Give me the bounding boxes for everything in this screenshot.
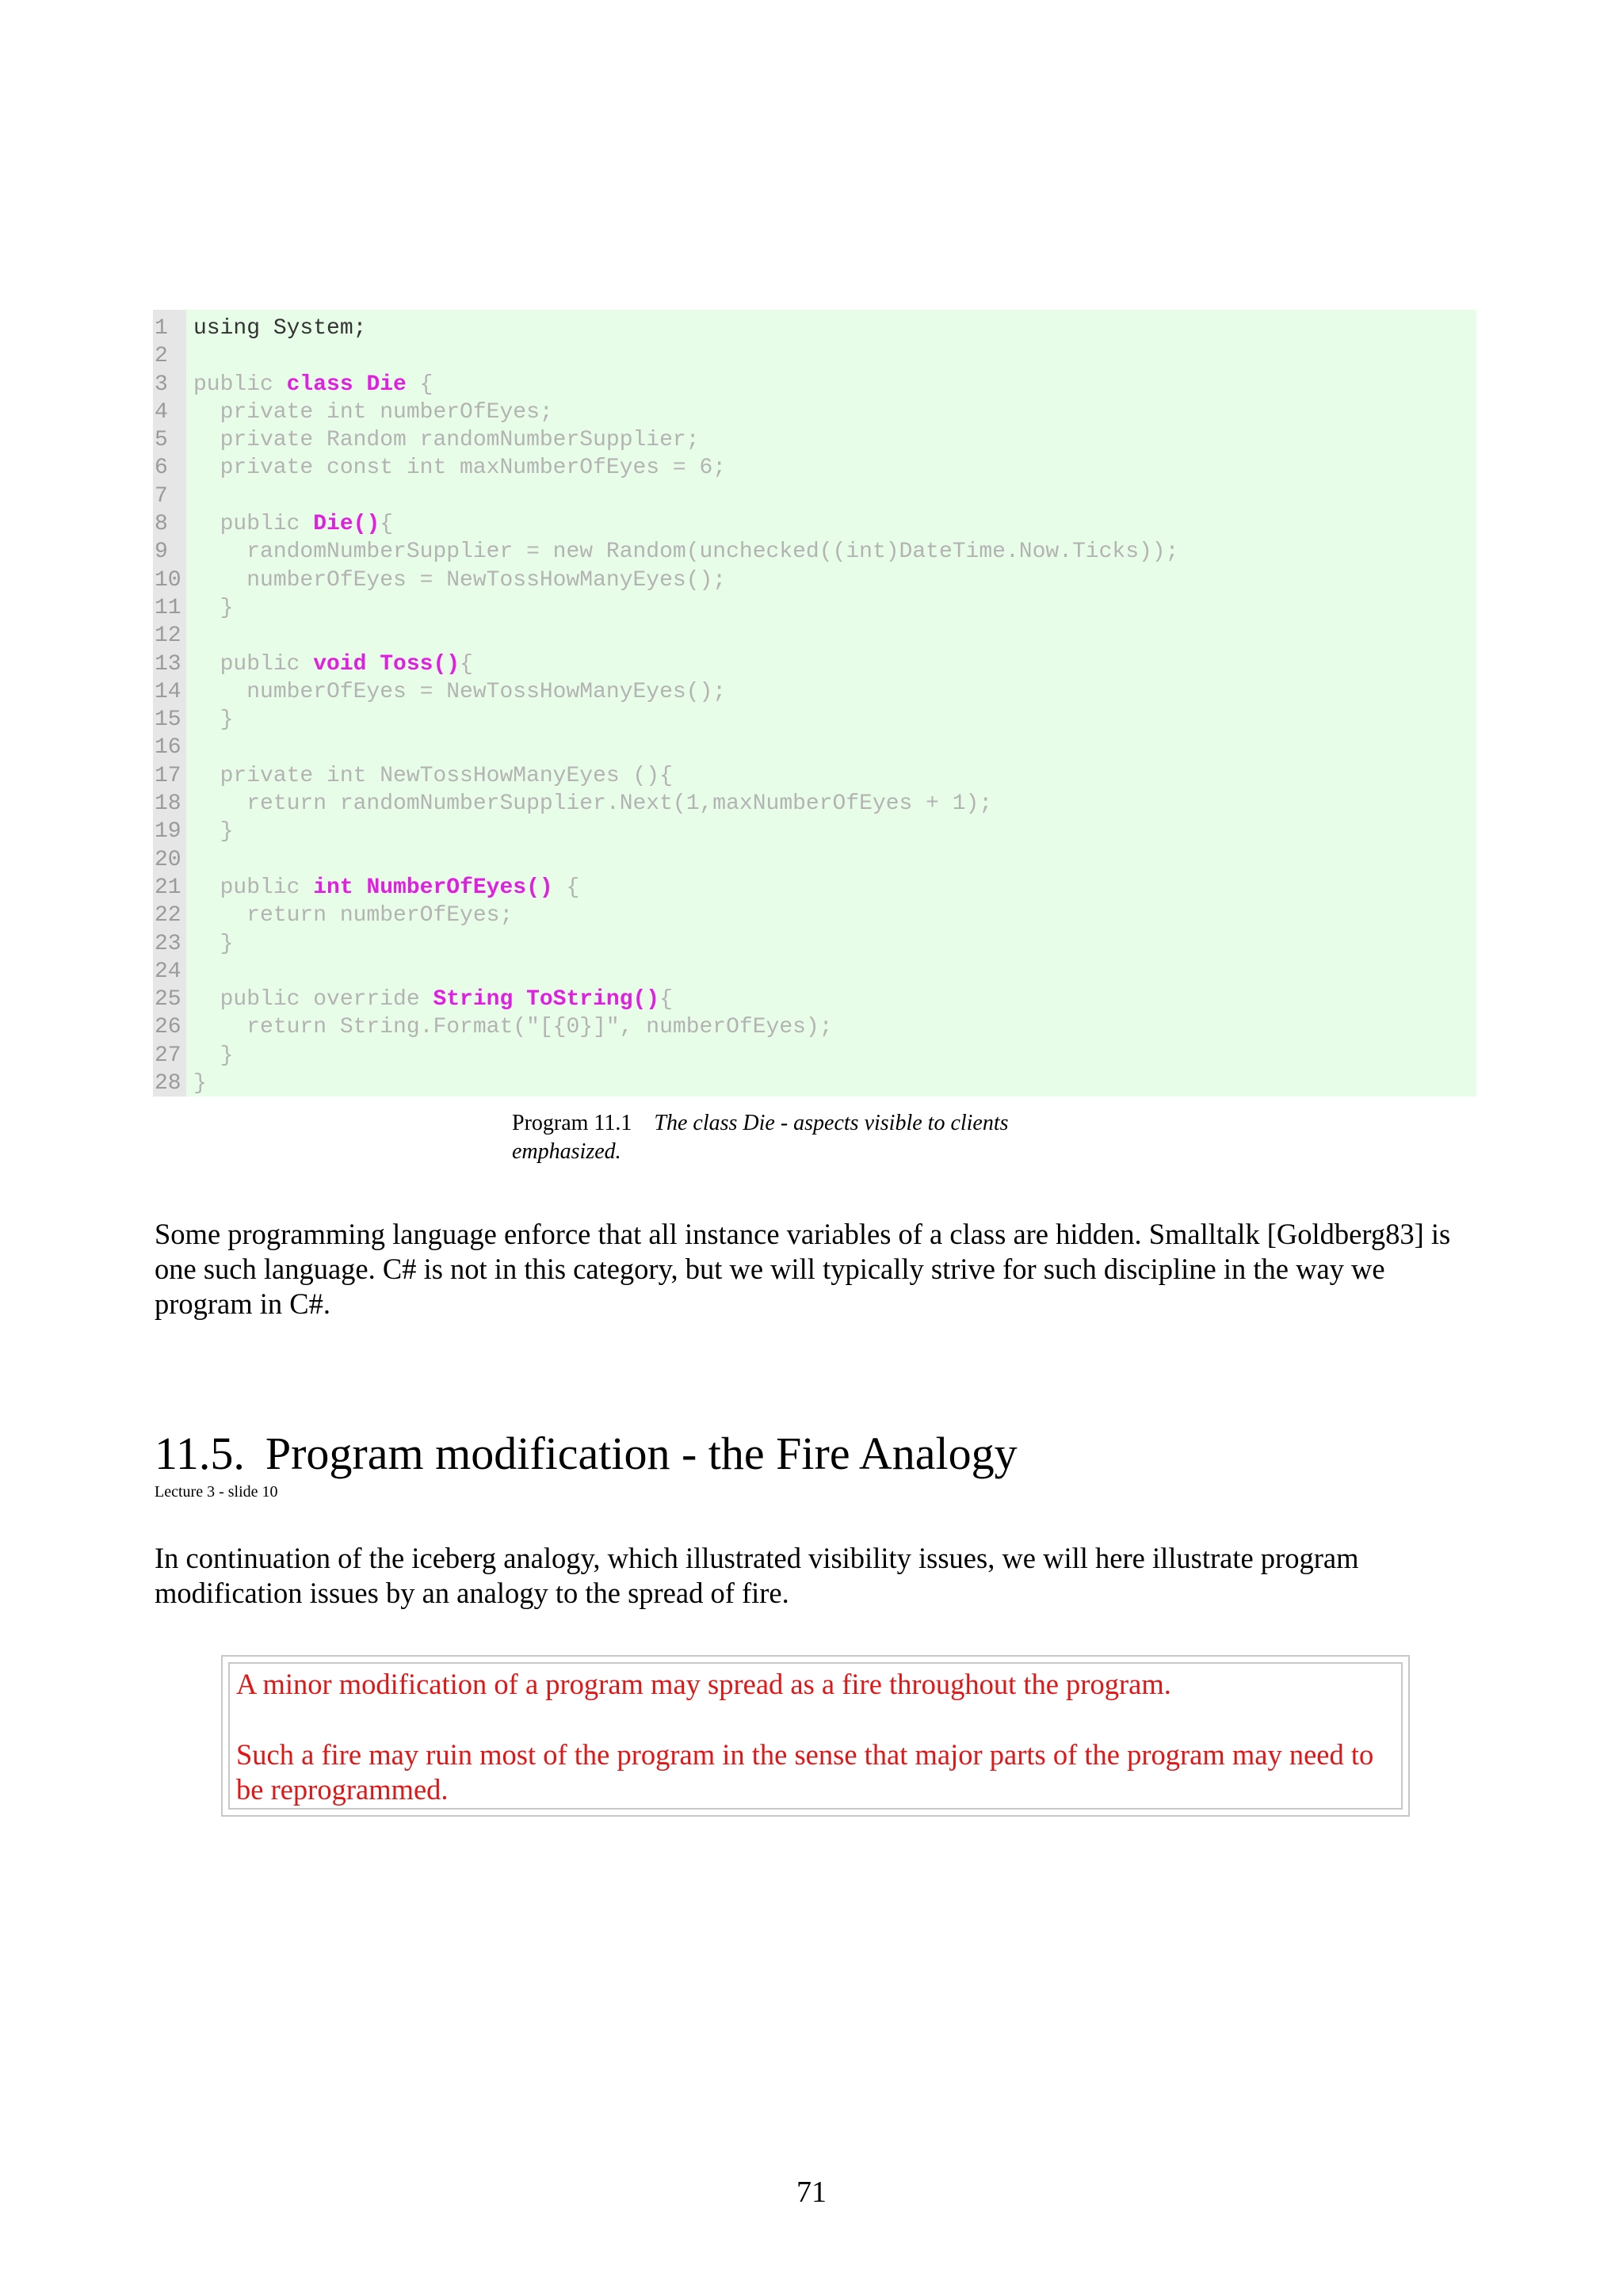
line-number: 15 (155, 707, 181, 733)
line-number: 19 (155, 819, 181, 845)
code-line (153, 846, 1476, 874)
code-line (153, 594, 1476, 622)
code-token: return randomNumberSupplier.Next(1,maxNumberOfEyes + 1); (193, 791, 993, 817)
caption-text: The class Die - aspects visible to clients emphasized. (512, 1111, 1009, 1164)
code-line (153, 510, 1476, 538)
line-number: 10 (155, 567, 181, 593)
line-number: 11 (155, 595, 181, 620)
code-line (153, 650, 1476, 678)
line-number: 8 (155, 512, 168, 537)
code-token: { (380, 512, 394, 537)
code-token: private Random randomNumberSupplier; (193, 428, 700, 453)
code-text (193, 930, 233, 958)
code-line (153, 315, 1476, 342)
highlight-box (221, 1655, 1410, 1817)
code-line (153, 958, 1476, 986)
line-number: 27 (155, 1043, 181, 1068)
code-token: numberOfEyes = NewTossHowManyEyes(); (193, 679, 727, 704)
line-number: 2 (155, 344, 168, 369)
code-token: public (193, 512, 314, 537)
code-token: public (193, 651, 314, 677)
code-token: private const int maxNumberOfEyes = 6; (193, 456, 727, 481)
code-token: { (460, 651, 473, 677)
code-token: public override (193, 987, 433, 1013)
line-number: 17 (155, 763, 181, 788)
code-line (153, 622, 1476, 650)
paragraph-instance-variables: Some programming language enforce that all instance variables of a class are hidden. Smalltalk [Goldberg83] is one such language. C# is not in this category, but we will typically strive for such discipline in the way we program in C#. (155, 1218, 1451, 1320)
code-line (153, 399, 1476, 426)
code-token: } (193, 1043, 234, 1068)
code-line (153, 454, 1476, 482)
code-token: return numberOfEyes; (193, 903, 514, 929)
caption-label: Program 11.1 (512, 1111, 632, 1135)
code-line (153, 1070, 1476, 1097)
code-token: private int NewTossHowManyEyes (){ (193, 763, 673, 788)
line-number: 13 (155, 651, 181, 677)
line-number: 26 (155, 1015, 181, 1040)
line-number: 1 (155, 316, 168, 341)
line-number: 14 (155, 679, 181, 704)
code-text (193, 399, 553, 426)
code-line (153, 426, 1476, 454)
code-token: public (193, 875, 314, 900)
line-number: 21 (155, 875, 181, 900)
code-text (193, 678, 726, 706)
code-emphasis: class Die (286, 372, 407, 397)
code-emphasis: Die() (313, 512, 380, 537)
line-number: 3 (155, 372, 168, 397)
line-number: 25 (155, 987, 181, 1013)
code-text (193, 818, 233, 845)
section-number: 11.5. (155, 1428, 245, 1479)
slide-reference: Lecture 3 - slide 10 (155, 1483, 278, 1501)
code-text (193, 426, 700, 454)
line-number: 6 (155, 456, 168, 481)
highlight-box-inner (228, 1662, 1403, 1810)
highlight-line-1: A minor modification of a program may spread as a fire throughout the program. (236, 1668, 1171, 1700)
code-lines (153, 315, 1476, 1097)
line-number: 28 (155, 1071, 181, 1097)
code-token: numberOfEyes = NewTossHowManyEyes(); (193, 567, 727, 593)
code-token: private int numberOfEyes; (193, 399, 553, 425)
code-line (153, 734, 1476, 761)
code-emphasis: void Toss() (313, 651, 460, 677)
code-text (193, 1042, 233, 1070)
code-line (153, 678, 1476, 706)
code-line (153, 902, 1476, 929)
line-number: 22 (155, 903, 181, 929)
code-text (193, 538, 1178, 566)
code-text (193, 510, 393, 538)
code-token: { (659, 987, 673, 1013)
line-number: 5 (155, 428, 168, 453)
code-text (193, 566, 726, 594)
code-token: } (193, 707, 234, 733)
code-token: } (193, 595, 234, 620)
section-heading (155, 1426, 1018, 1482)
paragraph-fire-analogy: In continuation of the iceberg analogy, which illustrated visibility issues, we will here illustrate program modification issues by an analogy to the spread of fire. (155, 1542, 1359, 1609)
code-line (153, 1013, 1476, 1041)
code-token: randomNumberSupplier = new Random(unchecked((int)DateTime.Now.Ticks)); (193, 540, 1179, 565)
code-text (193, 902, 513, 929)
code-line (153, 342, 1476, 370)
code-text (193, 315, 366, 342)
line-number: 9 (155, 540, 168, 565)
code-listing (153, 310, 1476, 1097)
page-number: 71 (796, 2176, 827, 2209)
code-token: public (193, 372, 287, 397)
code-token: { (552, 875, 580, 900)
code-line (153, 371, 1476, 399)
highlight-line-2: Such a fire may ruin most of the program in the sense that major parts of the program may need to be reprogrammed. (236, 1738, 1374, 1806)
line-number: 24 (155, 959, 181, 984)
code-text (193, 790, 992, 818)
code-line (153, 790, 1476, 818)
code-token: } (193, 931, 234, 956)
code-line (153, 1042, 1476, 1070)
code-token: } (193, 819, 234, 845)
code-token: } (193, 1071, 207, 1097)
code-token: using System; (193, 316, 367, 341)
code-text (193, 1070, 207, 1097)
line-number: 12 (155, 624, 181, 649)
code-text (193, 650, 473, 678)
code-line (153, 818, 1476, 845)
code-text (193, 454, 726, 482)
line-number: 16 (155, 735, 181, 761)
section-title-text: Program modification - the Fire Analogy (265, 1428, 1018, 1479)
code-text (193, 371, 433, 399)
code-line (153, 706, 1476, 734)
program-caption (512, 1109, 1114, 1166)
code-token: { (406, 372, 433, 397)
code-text (193, 986, 673, 1013)
code-text (193, 706, 233, 734)
code-line (153, 930, 1476, 958)
code-text (193, 762, 673, 790)
line-number: 4 (155, 399, 168, 425)
code-line (153, 566, 1476, 594)
line-number: 7 (155, 483, 168, 509)
code-emphasis: int NumberOfEyes() (313, 875, 553, 900)
code-line (153, 538, 1476, 566)
code-text (193, 1013, 833, 1041)
code-text (193, 874, 579, 902)
code-line (153, 986, 1476, 1013)
code-token: return String.Format("[{0}]", numberOfEyes); (193, 1015, 833, 1040)
code-line (153, 482, 1476, 510)
line-number: 23 (155, 931, 181, 956)
code-line (153, 874, 1476, 902)
line-number: 20 (155, 847, 181, 872)
code-line (153, 762, 1476, 790)
code-emphasis: String ToString() (433, 987, 660, 1013)
line-number: 18 (155, 791, 181, 817)
code-text (193, 594, 233, 622)
